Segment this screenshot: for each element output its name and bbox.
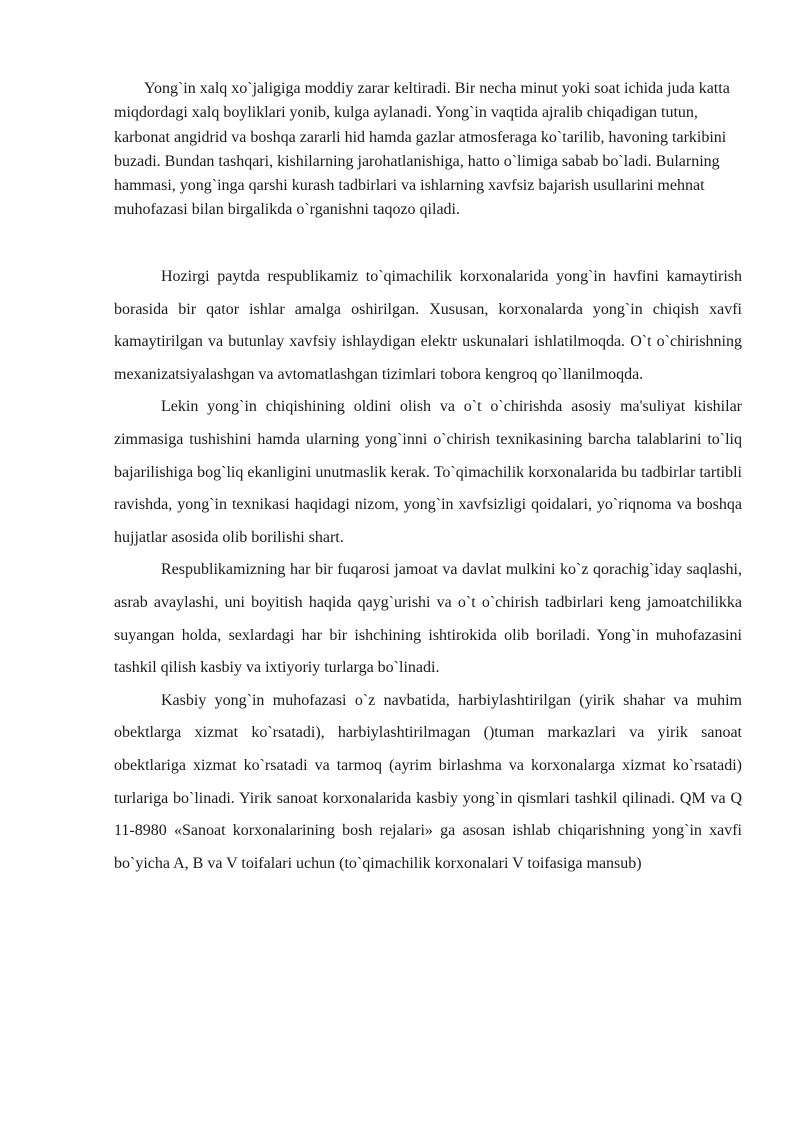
paragraph-citizens: Respublikamizning har bir fuqarosi jamoat va davlat mulkini ko`z qorachig`iday saqlashi, asrab avaylashi, uni boyitish haqida qayg`urishi va o`t o`chirish tadbirlari keng jamoatchilikka suyangan holda, sexlardagi har bir ishchining ishtirokida olib boriladi. Yong`in muhofazasini tashkil qilish kasbiy va ixtiyoriy turlarga bo`linadi.	[114, 561, 742, 677]
paragraph-intro: Yong`in xalq xo`jaligiga moddiy zarar keltiradi. Bir necha minut yoki soat ichida juda katta miqdordagi xalq boyliklari yonib, kulga aylanadi. Yong`in vaqtida ajralib chiqadigan tutun, karbonat angidrid va boshqa zararli hid hamda gazlar atmosferaga ko`tarilib, havoning tarkibini buzadi. Bundan tashqari, kishilarning jarohatlanishiga, hatto o`limiga sabab bo`ladi. Bularning hammasi, yong`inga qarshi kurash tadbirlari va ishlarning xavfsiz bajarish usullarini mehnat muhofazasi bilan birgalikda o`rganishni taqozo qiladi.	[114, 80, 730, 219]
intro-block	[114, 77, 750, 223]
paragraph-current-measures: Hozirgi paytda respublikamiz to`qimachilik korxonalarida yong`in havfini kamaytirish borasida bir qator ishlar amalga oshirilgan. Xususan, korxonalarda yong`in chiqish xavfi kamaytirilgan va butunlay xavfsiy ishlaydigan elektr uskunalari ishlatilmoqda. O`t o`chirishning mexanizatsiyalashgan va avtomatlashgan tizimlari tobora kengroq qo`llanilmoqda.	[114, 268, 742, 383]
body-block	[114, 261, 742, 880]
paragraph-professional-protection: Kasbiy yong`in muhofazasi o`z navbatida, harbiylashtirilgan (yirik shahar va muhim obektlarga xizmat ko`rsatadi), harbiylashtirilmagan ()tuman markazlari va yirik sanoat obektlariga xizmat ko`rsatadi va tarmoq (ayrim birlashma va korxonalarga xizmat ko`rsatadi) turlariga bo`linadi. Yirik sanoat korxonalarida kasbiy yong`in qismlari tashkil qilinadi. QM va Q 11-8980 «Sanoat korxonalarining bosh rejalari» ga asosan ishlab chiqarishning yong`in xavfi bo`yicha A, B va V toifalari uchun (to`qimachilik korxonalari V toifasiga mansub)	[114, 691, 742, 872]
paragraph-responsibility: Lekin yong`in chiqishining oldini olish va o`t o`chirishda asosiy ma'suliyat kishilar zimmasiga tushishini hamda ularning yong`inni o`chirish texnikasining barcha talablarini to`liq bajarilishiga bog`liq ekanligini unutmaslik kerak. To`qimachilik korxonalarida bu tadbirlar tartibli ravishda, yong`in texnikasi haqidagi nizom, yong`in xavfsizligi qoidalari, yo`riqnoma va boshqa hujjatlar asosida olib borilishi shart.	[114, 398, 742, 546]
